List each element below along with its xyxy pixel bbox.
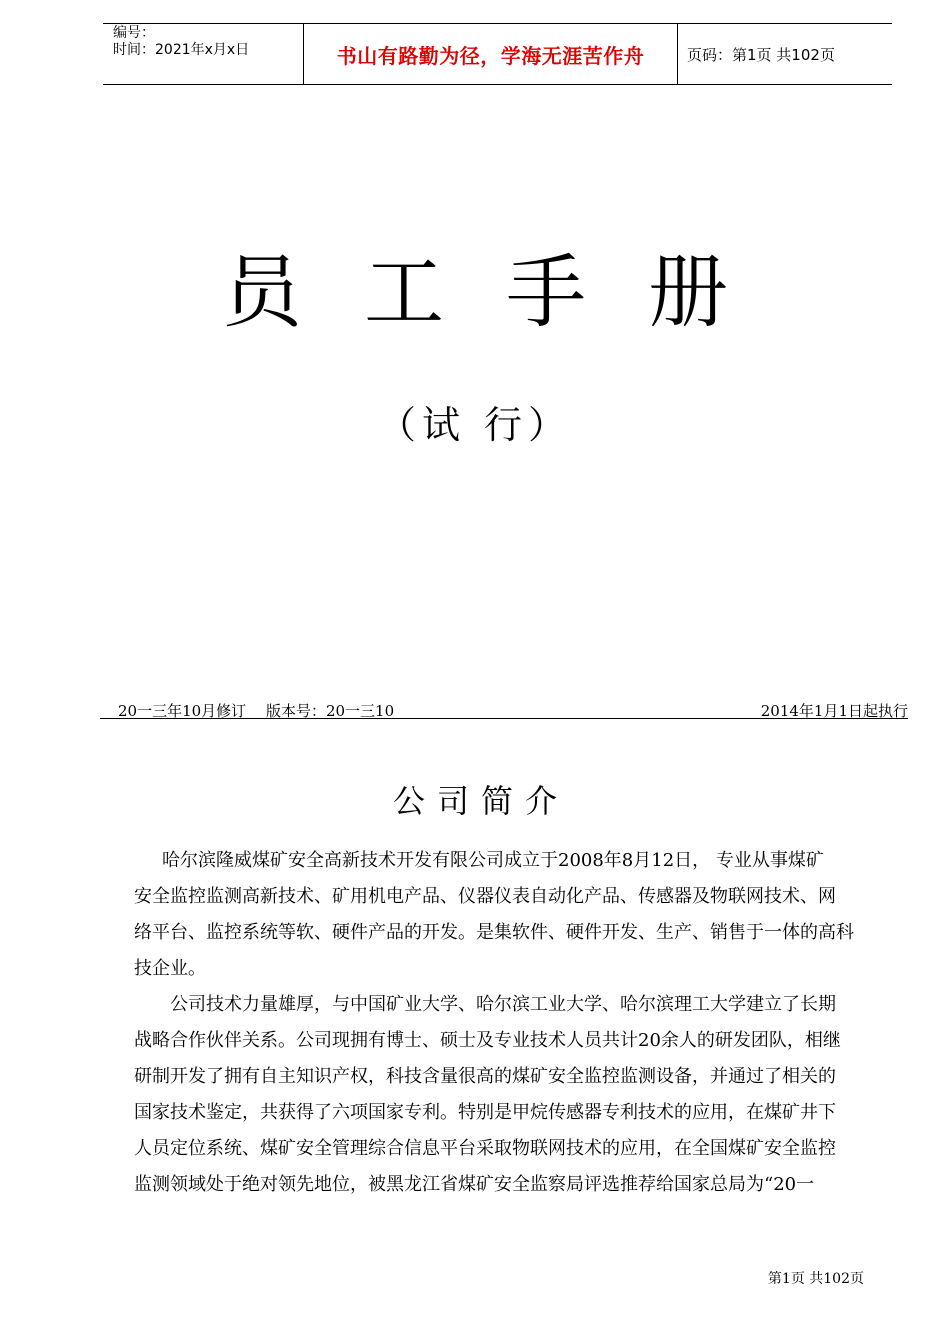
paragraph-line: 技企业。 [134,958,206,979]
section-title: 公司简介 [392,782,569,820]
paragraph-line: 公司技术力量雄厚，与中国矿业大学、哈尔滨工业大学、哈尔滨理工大学建立了长期 [170,994,836,1015]
paragraph-line: 哈尔滨隆威煤矿安全高新技术开发有限公司成立于2008年8月12日， 专业从事煤矿 [162,850,824,871]
revision-info: 20一三年10月修订 版本号：20一三10 [118,702,395,720]
page-info: 页码：第1页 共102页 [687,45,835,64]
paragraph-intro [134,843,866,987]
header-motto-cell [304,24,678,84]
header-info-cell [103,24,304,84]
paragraph-line: 战略合作伙伴关系。公司现拥有博士、硕士及专业技术人员共计20余人的研发团队，相继 [134,1030,841,1051]
paragraph-line: 络平台、监控系统等软、硬件产品的开发。是集软件、硬件开发、生产、销售于一体的高科 [134,922,854,943]
effective-date: 2014年1月1日起执行 [760,702,908,720]
paragraph-line: 研制开发了拥有自主知识产权，科技含量很高的煤矿安全监控监测设备，并通过了相关的 [134,1066,836,1087]
document-title: 员工手册 [222,246,790,339]
paragraph-line: 监测领域处于绝对领先地位，被黑龙江省煤矿安全监察局评选推荐给国家总局为“20一 [134,1174,815,1195]
header-page-cell [678,24,892,84]
page-header [103,23,892,85]
number-label: 编号： [113,25,155,41]
paragraph-line: 国家技术鉴定，共获得了六项国家专利。特别是甲烷传感器专利技术的应用，在煤矿井下 [134,1102,836,1123]
time-label: 时间：2021年x月x日 [113,42,250,58]
paragraph-strength [134,987,866,1203]
document-subtitle: （试 行） [377,403,573,447]
revision-line [100,698,908,719]
page-footer: 第1页 共102页 [767,1271,864,1287]
paragraph-line: 人员定位系统、煤矿安全管理综合信息平台采取物联网技术的应用，在全国煤矿安全监控 [134,1138,836,1159]
motto-text: 书山有路勤为径，学海无涯苦作舟 [336,43,645,68]
paragraph-line: 安全监控监测高新技术、矿用机电产品、仪器仪表自动化产品、传感器及物联网技术、网 [134,886,836,907]
